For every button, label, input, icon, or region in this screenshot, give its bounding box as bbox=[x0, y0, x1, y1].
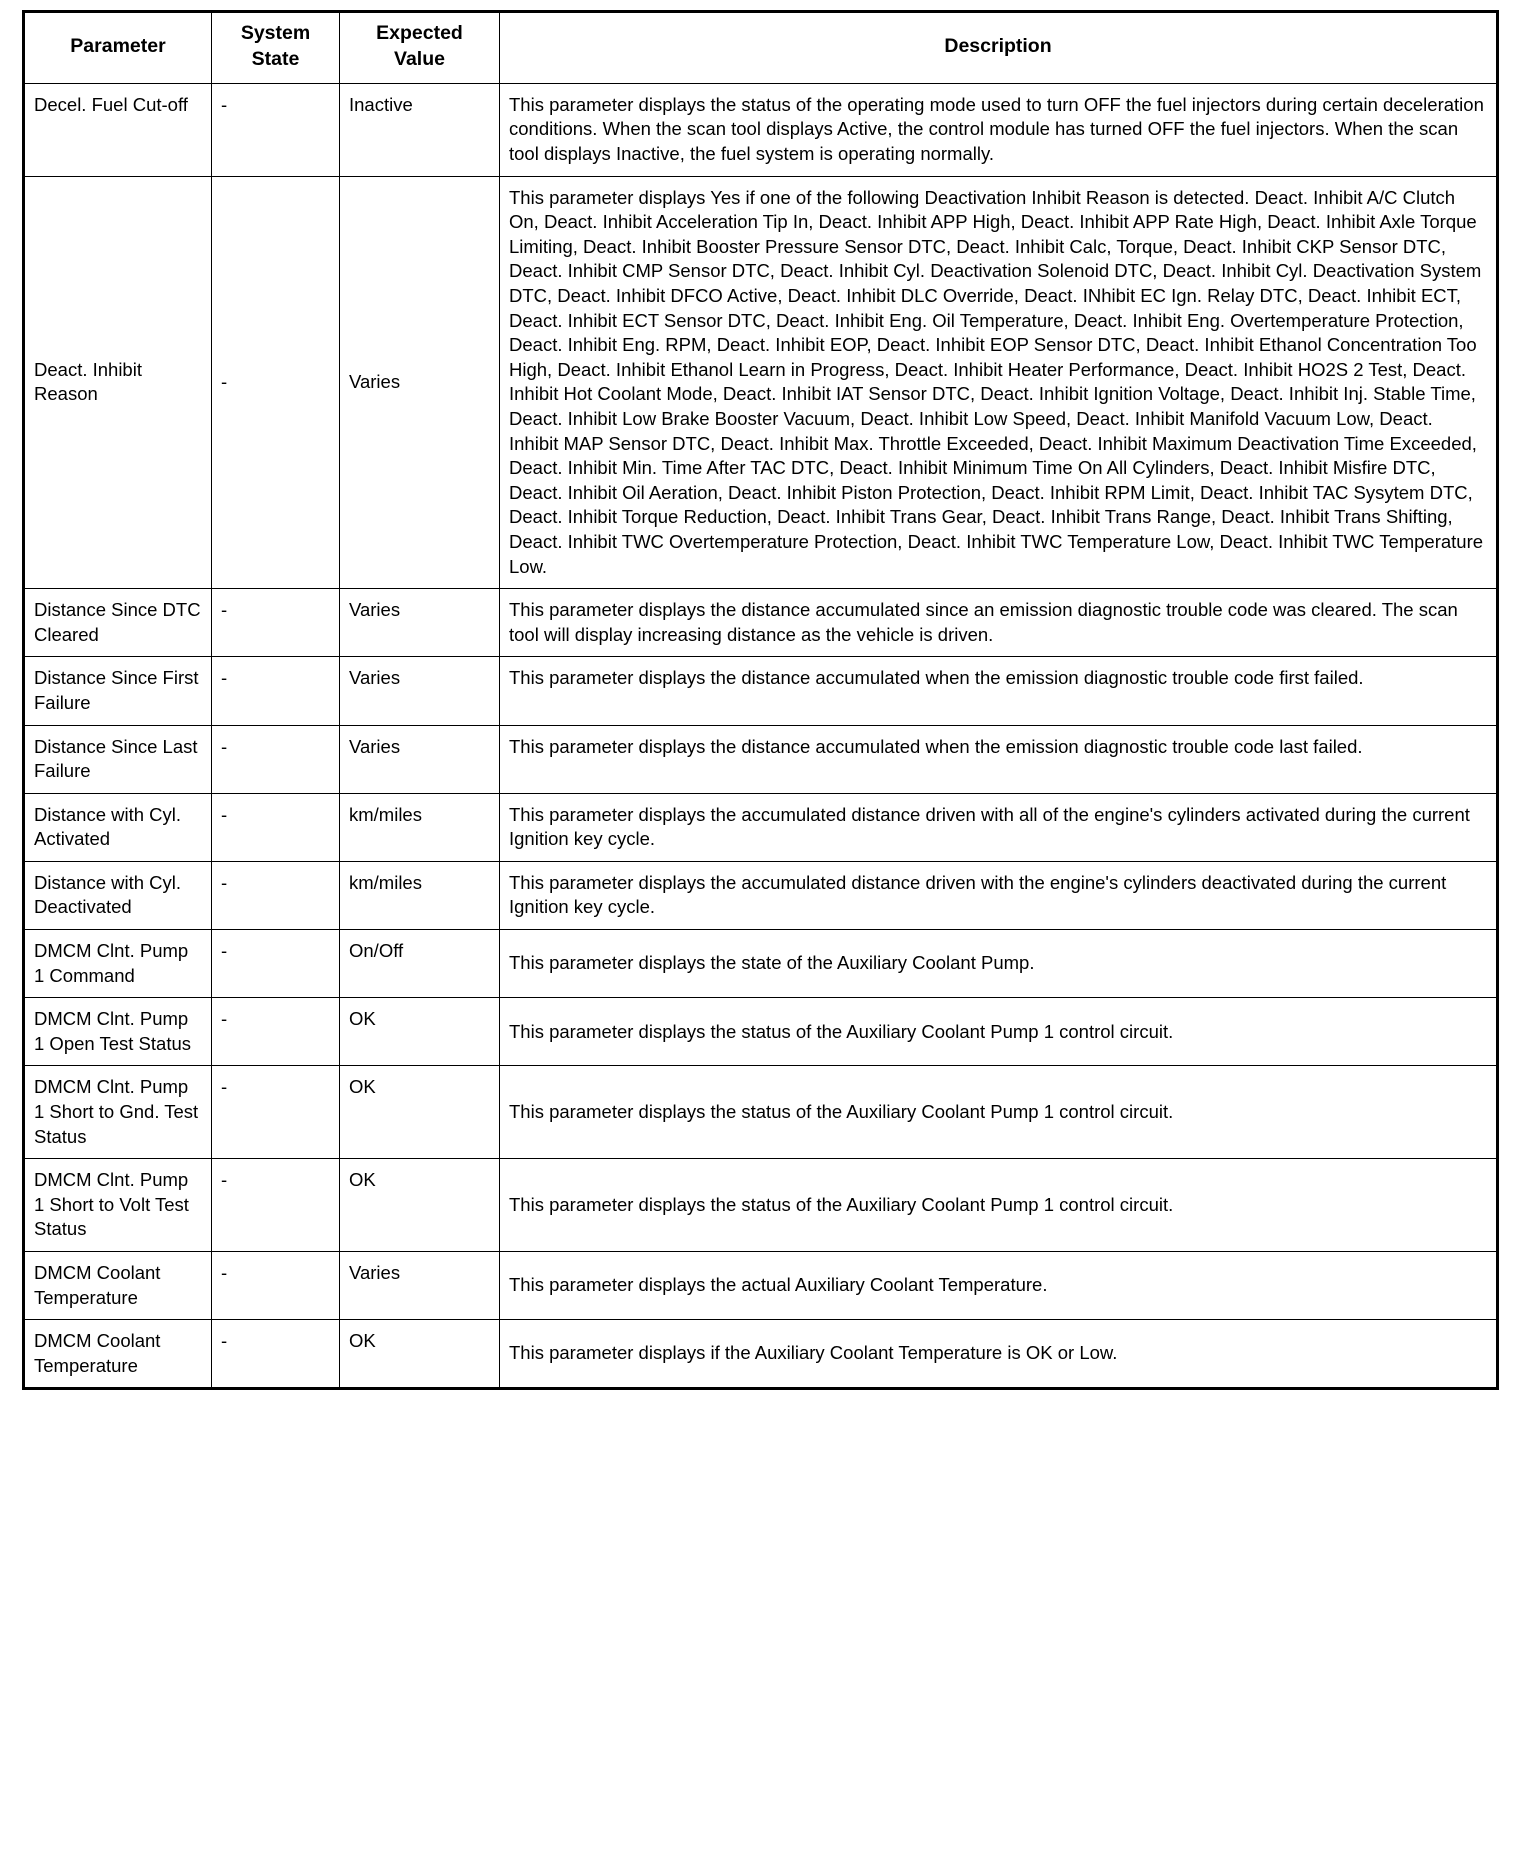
table-row bbox=[24, 1066, 1498, 1159]
cell-description: This parameter displays the accumulated distance driven with the engine's cylinders deactivated during the current Ignition key cycle. bbox=[500, 861, 1498, 929]
cell-system-state: - bbox=[212, 930, 340, 998]
table-row bbox=[24, 657, 1498, 725]
table-header bbox=[24, 12, 1498, 84]
table-row bbox=[24, 83, 1498, 176]
cell-parameter: DMCM Clnt. Pump 1 Open Test Status bbox=[24, 998, 212, 1066]
cell-expected-value: Inactive bbox=[340, 83, 500, 176]
cell-description: This parameter displays the distance accumulated since an emission diagnostic trouble code was cleared. The scan tool will display increasing distance as the vehicle is driven. bbox=[500, 589, 1498, 657]
cell-description: This parameter displays if the Auxiliary Coolant Temperature is OK or Low. bbox=[500, 1320, 1498, 1389]
cell-parameter: DMCM Coolant Temperature bbox=[24, 1320, 212, 1389]
table-row bbox=[24, 589, 1498, 657]
table-row bbox=[24, 1159, 1498, 1252]
parameter-definitions-table bbox=[22, 10, 1499, 1390]
cell-parameter: Distance Since Last Failure bbox=[24, 725, 212, 793]
cell-description: This parameter displays Yes if one of the following Deactivation Inhibit Reason is detected. Deact. Inhibit A/C Clutch On, Deact. Inhibit Acceleration Tip In, Deact. Inhibit APP High, Deact. Inhibit APP Rate High, Deact. Inhibit Axle Torque Limiting, Deact. Inhibit Booster Pressure Sensor DTC, Deact. Inhibit Calc, Torque, Deact. Inhibit CKP Sensor DTC, Deact. Inhibit CMP Sensor DTC, Deact. Inhibit Cyl. Deactivation Solenoid DTC, Deact. Inhibit Cyl. Deactivation System DTC, Deact. Inhibit DFCO Active, Deact. Inhibit DLC Override, Deact. INhibit EC Ign. Relay DTC, Deact. Inhibit ECT, Deact. Inhibit ECT Sensor DTC, Deact. Inhibit Eng. Oil Temperature, Deact. Inhibit Eng. Overtemperature Protection, Deact. Inhibit Eng. RPM, Deact. Inhibit EOP, Deact. Inhibit EOP Sensor DTC, Deact. Inhibit Ethanol Concentration Too High, Deact. Inhibit Ethanol Learn in Progress, Deact. Inhibit Heater Performance, Deact. Inhibit HO2S 2 Test, Deact. Inhibit Hot Coolant Mode, Deact. Inhibit IAT Sensor DTC, Deact. Inhibit Ignition Voltage, Deact. Inhibit Inj. Stable Time, Deact. Inhibit Low Brake Booster Vacuum, Deact. Inhibit Low Speed, Deact. Inhibit Manifold Vacuum Low, Deact. Inhibit MAP Sensor DTC, Deact. Inhibit Max. Throttle Exceeded, Deact. Inhibit Maximum Deactivation Time Exceeded, Deact. Inhibit Min. Time After TAC DTC, Deact. Inhibit Minimum Time On All Cylinders, Deact. Inhibit Misfire DTC, Deact. Inhibit Oil Aeration, Deact. Inhibit Piston Protection, Deact. Inhibit RPM Limit, Deact. Inhibit TAC Sysytem DTC, Deact. Inhibit Torque Reduction, Deact. Inhibit Trans Gear, Deact. Inhibit Trans Range, Deact. Inhibit Trans Shifting, Deact. Inhibit TWC Overtemperature Protection, Deact. Inhibit TWC Temperature Low, Deact. Inhibit TWC Temperature Low. bbox=[500, 176, 1498, 589]
table-row bbox=[24, 998, 1498, 1066]
cell-expected-value: Varies bbox=[340, 589, 500, 657]
cell-parameter: Distance with Cyl. Activated bbox=[24, 793, 212, 861]
cell-parameter: DMCM Clnt. Pump 1 Short to Volt Test Status bbox=[24, 1159, 212, 1252]
column-header-expected-value-line1: Expected bbox=[376, 22, 463, 44]
cell-system-state: - bbox=[212, 83, 340, 176]
cell-expected-value: Varies bbox=[340, 1252, 500, 1320]
table-row bbox=[24, 930, 1498, 998]
cell-expected-value: Varies bbox=[340, 176, 500, 589]
cell-parameter: DMCM Clnt. Pump 1 Command bbox=[24, 930, 212, 998]
cell-system-state: - bbox=[212, 1066, 340, 1159]
column-header-system-state-line1: System bbox=[240, 22, 311, 44]
cell-system-state: - bbox=[212, 861, 340, 929]
cell-system-state: - bbox=[212, 176, 340, 589]
table-row bbox=[24, 1320, 1498, 1389]
cell-system-state: - bbox=[212, 1252, 340, 1320]
cell-system-state: - bbox=[212, 1320, 340, 1389]
cell-description: This parameter displays the status of the operating mode used to turn OFF the fuel injectors during certain deceleration conditions. When the scan tool displays Active, the control module has turned OFF the fuel injectors. When the scan tool displays Inactive, the fuel system is operating normally. bbox=[500, 83, 1498, 176]
table-row bbox=[24, 176, 1498, 589]
cell-system-state: - bbox=[212, 725, 340, 793]
column-header-system-state-line2: State bbox=[251, 47, 300, 70]
table-header-row bbox=[24, 12, 1498, 84]
cell-parameter: DMCM Coolant Temperature bbox=[24, 1252, 212, 1320]
cell-description: This parameter displays the status of the Auxiliary Coolant Pump 1 control circuit. bbox=[500, 1066, 1498, 1159]
cell-description: This parameter displays the distance accumulated when the emission diagnostic trouble code first failed. bbox=[500, 657, 1498, 725]
cell-parameter: DMCM Clnt. Pump 1 Short to Gnd. Test Status bbox=[24, 1066, 212, 1159]
cell-description: This parameter displays the status of the Auxiliary Coolant Pump 1 control circuit. bbox=[500, 1159, 1498, 1252]
cell-parameter: Distance Since First Failure bbox=[24, 657, 212, 725]
cell-description: This parameter displays the distance accumulated when the emission diagnostic trouble code last failed. bbox=[500, 725, 1498, 793]
table-body bbox=[24, 83, 1498, 1389]
cell-description: This parameter displays the status of the Auxiliary Coolant Pump 1 control circuit. bbox=[500, 998, 1498, 1066]
table-row bbox=[24, 793, 1498, 861]
table-row bbox=[24, 1252, 1498, 1320]
cell-expected-value: km/miles bbox=[340, 793, 500, 861]
column-header-expected-value bbox=[340, 12, 500, 84]
cell-expected-value: On/Off bbox=[340, 930, 500, 998]
cell-expected-value: km/miles bbox=[340, 861, 500, 929]
column-header-description bbox=[500, 12, 1498, 84]
column-header-description-label: Description bbox=[944, 34, 1052, 57]
cell-expected-value: Varies bbox=[340, 657, 500, 725]
cell-parameter: Distance with Cyl. Deactivated bbox=[24, 861, 212, 929]
column-header-system-state bbox=[212, 12, 340, 84]
column-header-expected-value-line2: Value bbox=[394, 47, 445, 70]
cell-expected-value: OK bbox=[340, 1159, 500, 1252]
table-row bbox=[24, 725, 1498, 793]
column-header-parameter-label: Parameter bbox=[70, 34, 166, 57]
cell-expected-value: OK bbox=[340, 1066, 500, 1159]
cell-system-state: - bbox=[212, 793, 340, 861]
cell-parameter: Distance Since DTC Cleared bbox=[24, 589, 212, 657]
cell-system-state: - bbox=[212, 998, 340, 1066]
cell-system-state: - bbox=[212, 1159, 340, 1252]
table-row bbox=[24, 861, 1498, 929]
cell-parameter: Deact. Inhibit Reason bbox=[24, 176, 212, 589]
cell-system-state: - bbox=[212, 657, 340, 725]
cell-system-state: - bbox=[212, 589, 340, 657]
cell-expected-value: OK bbox=[340, 998, 500, 1066]
cell-parameter: Decel. Fuel Cut-off bbox=[24, 83, 212, 176]
cell-description: This parameter displays the accumulated distance driven with all of the engine's cylinders activated during the current Ignition key cycle. bbox=[500, 793, 1498, 861]
cell-expected-value: Varies bbox=[340, 725, 500, 793]
column-header-parameter bbox=[24, 12, 212, 84]
cell-description: This parameter displays the actual Auxiliary Coolant Temperature. bbox=[500, 1252, 1498, 1320]
cell-description: This parameter displays the state of the Auxiliary Coolant Pump. bbox=[500, 930, 1498, 998]
cell-expected-value: OK bbox=[340, 1320, 500, 1389]
